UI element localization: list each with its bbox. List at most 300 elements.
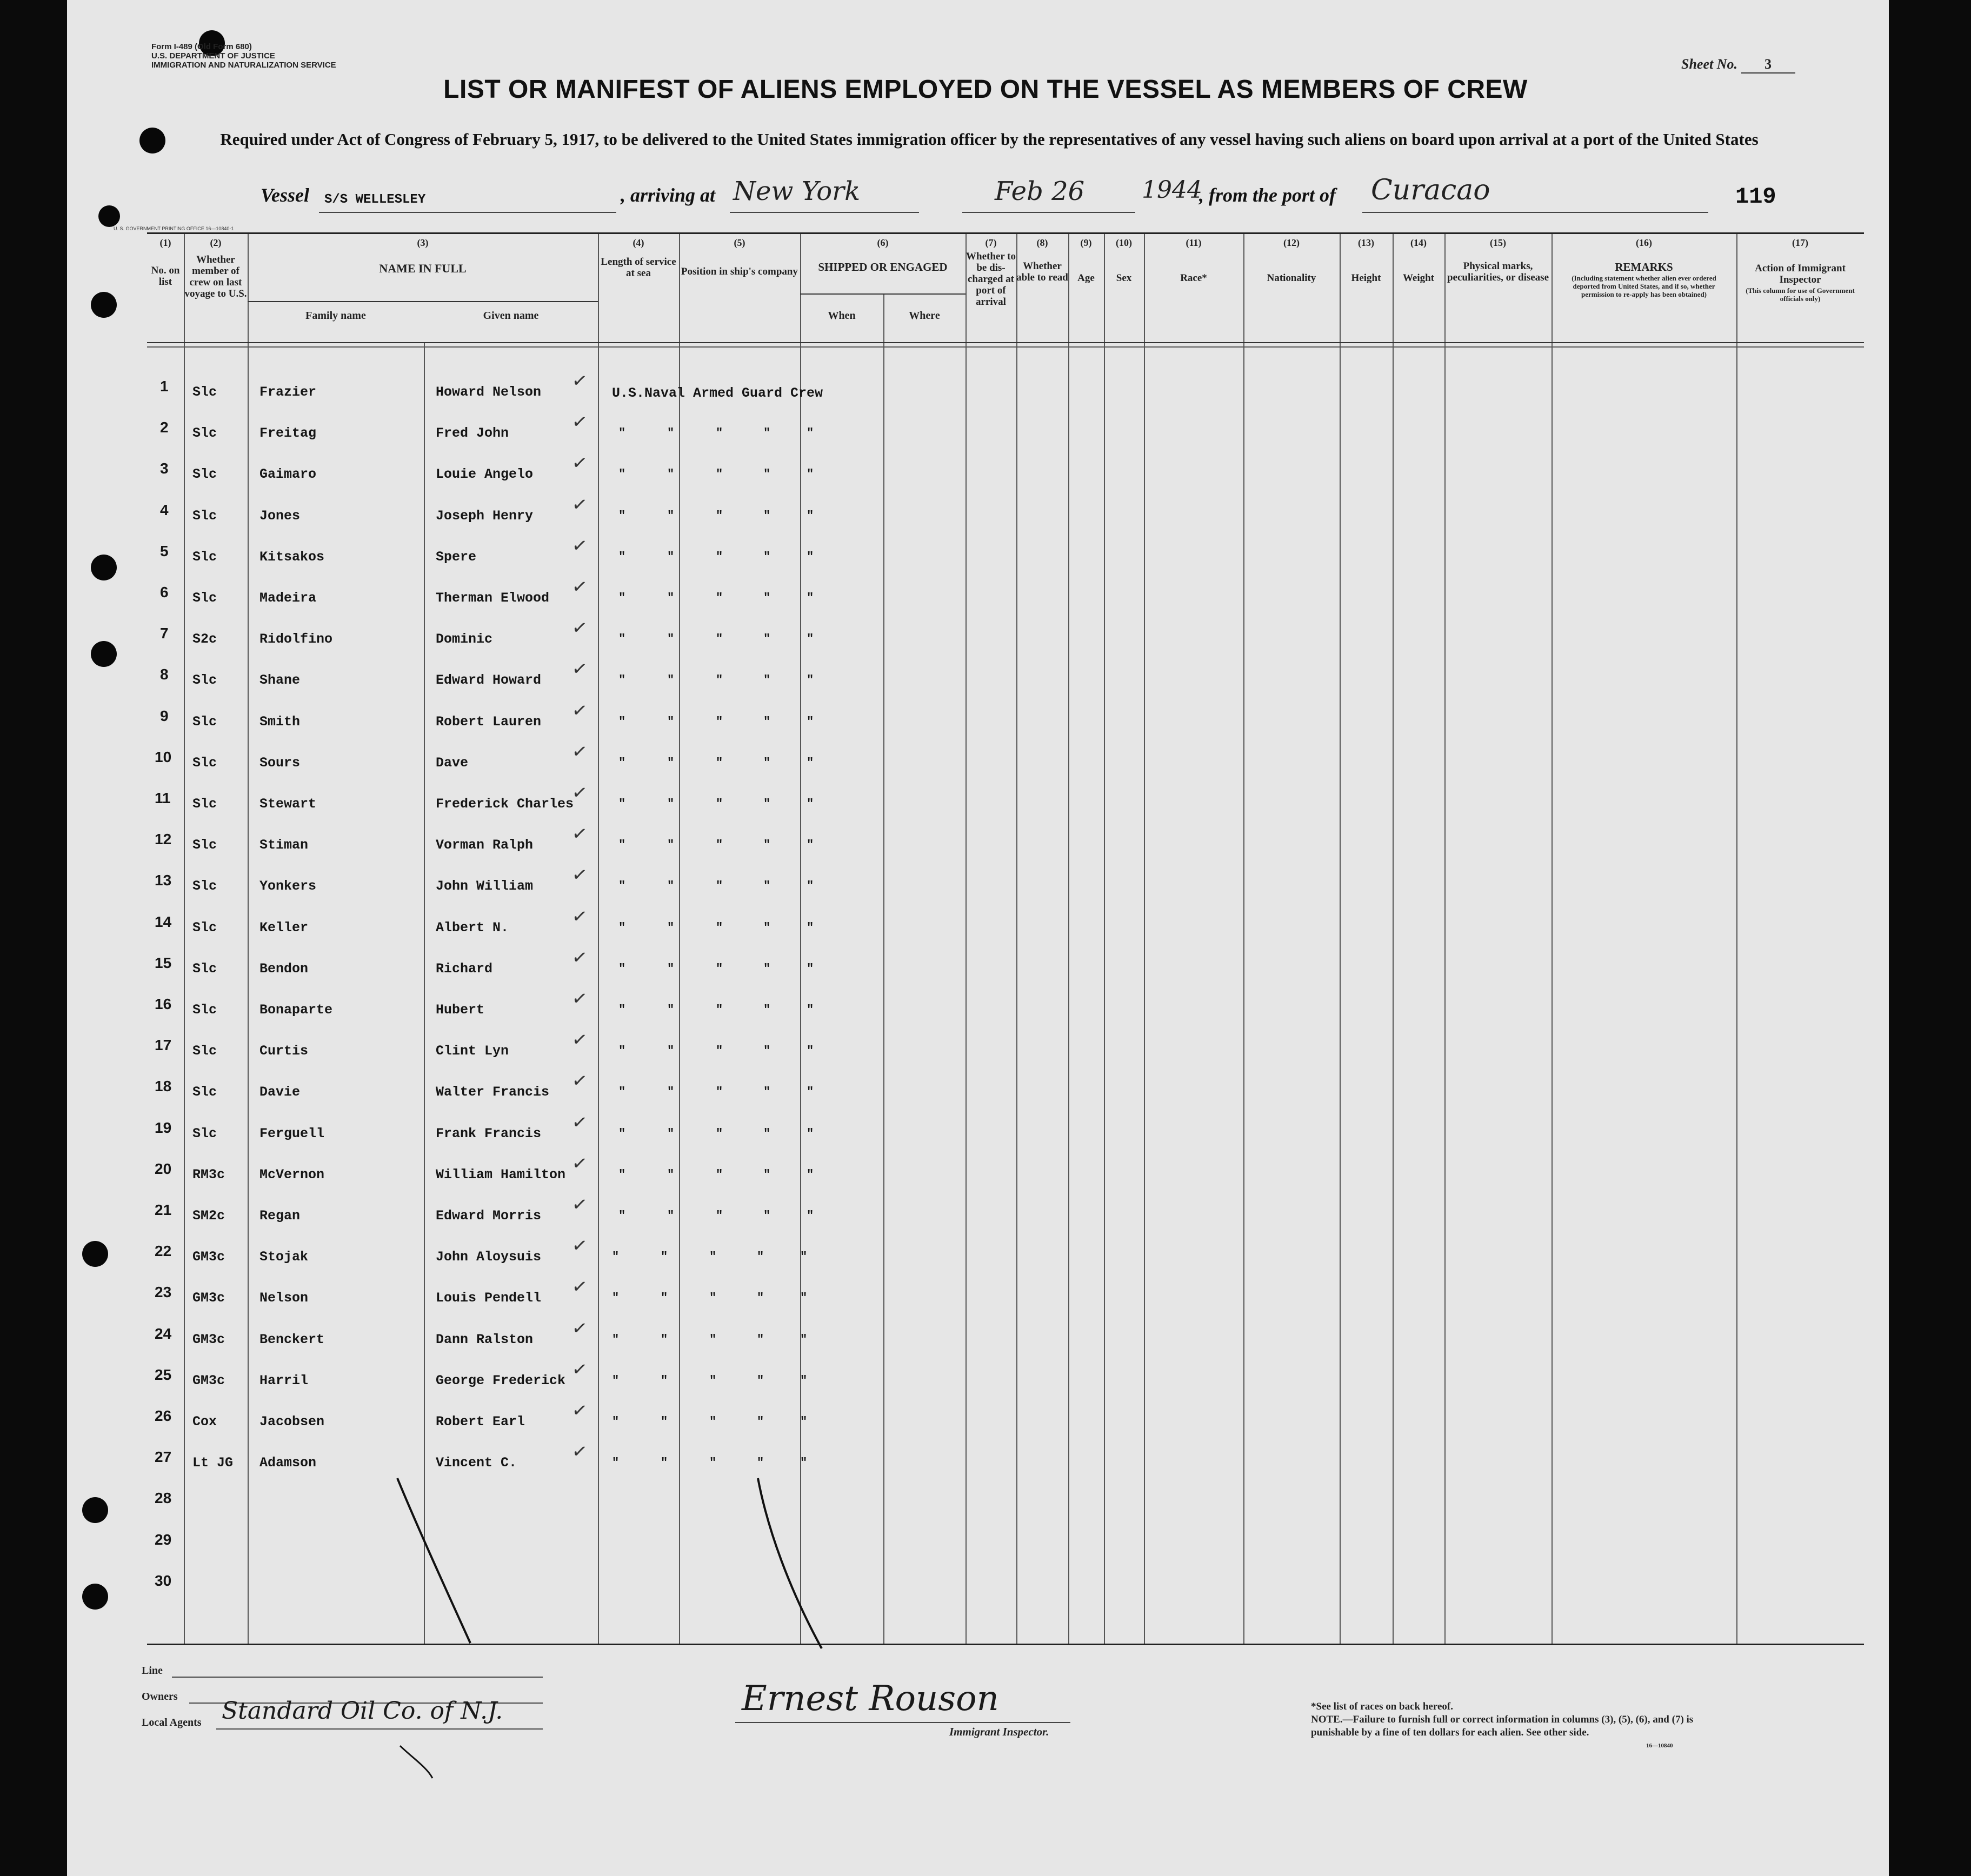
given-name: Therman Elwood [436,590,550,606]
check-mark: ✓ [570,1193,589,1217]
ditto-mark: " [667,920,675,934]
ditto-mark: " [709,1456,717,1470]
check-mark: ✓ [570,492,589,517]
vessel-value: S/S WELLESLEY [324,192,426,207]
given-name: Dominic [436,631,493,647]
family-name: Nelson [259,1290,309,1306]
family-name: McVernon [259,1166,325,1183]
family-name: Yonkers [259,878,317,894]
given-name: Edward Morris [436,1208,542,1224]
form-number: Form I-489 (Old Form 680) [151,42,252,51]
row-number: 22 [155,1243,172,1260]
given-name: Louie Angelo [436,466,534,483]
ditto-mark: " [667,632,675,646]
printing-note: U. S. GOVERNMENT PRINTING OFFICE 16—10840-1 [114,226,234,231]
row-number: 26 [155,1407,172,1424]
row-number: 30 [155,1572,172,1589]
given-name: John Aloysuis [436,1249,542,1265]
ditto-mark: " [716,838,723,852]
given-name: Robert Lauren [436,713,542,730]
ditto-mark: " [716,468,723,482]
check-mark: ✓ [570,451,589,476]
check-mark: ✓ [570,781,589,805]
agents-label: Local Agents [142,1717,202,1728]
ditto-mark: " [612,1373,620,1387]
ditto-mark: " [618,756,626,770]
row-number: 28 [155,1490,172,1507]
crew-rating: Slc [192,1043,217,1059]
given-name: Clint Lyn [436,1043,509,1059]
races-note: *See list of races on back hereof. [1311,1701,1453,1712]
crew-rating: Slc [192,755,217,771]
family-name: Curtis [259,1043,309,1059]
family-name: Madeira [259,590,317,606]
row-number: 1 [160,378,169,395]
ditto-mark: " [807,797,814,811]
ditto-mark: " [807,509,814,523]
arriving-value: New York [733,176,861,206]
family-name: Frazier [259,384,317,400]
ditto-mark: " [763,797,771,811]
ditto-mark: " [807,920,814,934]
row-number: 3 [160,460,169,477]
ditto-mark: " [618,426,626,440]
given-name: Vincent C. [436,1455,517,1471]
ditto-mark: " [618,468,626,482]
ditto-mark: " [807,1085,814,1099]
check-mark: ✓ [570,575,589,599]
ditto-mark: " [716,962,723,976]
ditto-mark: " [807,632,814,646]
form-code: 16—10840 [1646,1743,1673,1749]
stamp-number: 119 [1735,184,1776,210]
ditto-mark: " [807,673,814,687]
ditto-mark: " [800,1291,808,1305]
given-name: Joseph Henry [436,508,534,524]
ditto-mark: " [763,1085,771,1099]
ditto-mark: " [757,1291,764,1305]
row-number: 12 [155,831,172,848]
family-name: Adamson [259,1455,317,1471]
family-name: Gaimaro [259,466,317,483]
row-number: 24 [155,1325,172,1342]
ditto-mark: " [667,550,675,564]
ditto-mark: " [800,1415,808,1428]
col-header-3: (3) NAME IN FULL [379,237,467,275]
family-name: Regan [259,1208,301,1224]
crew-rating: Slc [192,590,217,606]
ditto-mark: " [618,1209,626,1223]
ditto-mark: " [763,962,771,976]
crew-rating: Slc [192,960,217,977]
given-name: Albert N. [436,919,509,936]
row-number: 10 [155,748,172,765]
crew-rating: Slc [192,878,217,894]
page-title: LIST OR MANIFEST OF ALIENS EMPLOYED ON THE VESSEL AS MEMBERS OF CREW [443,75,1528,104]
ditto-mark: " [763,426,771,440]
crew-rating: RM3c [192,1166,225,1183]
row-number: 16 [155,996,172,1012]
col-header-11: (11) Race* [1180,237,1207,284]
check-mark: ✓ [570,1069,589,1093]
check-mark: ✓ [570,1234,589,1258]
ditto-mark: " [667,756,675,770]
family-name: Benckert [259,1331,325,1347]
ditto-mark: " [716,426,723,440]
given-name: George Frederick [436,1372,566,1388]
crew-rating: S2c [192,631,217,647]
ditto-mark: " [661,1415,668,1428]
ditto-mark: " [618,1126,626,1140]
ditto-mark: " [618,797,626,811]
ditto-mark: " [757,1332,764,1346]
family-name: Sours [259,755,301,771]
ditto-mark: " [667,1167,675,1181]
given-name: Vorman Ralph [436,837,534,853]
ditto-mark: " [709,1332,717,1346]
crew-rating: Cox [192,1414,217,1430]
ditto-mark: " [716,756,723,770]
family-name: Shane [259,672,301,689]
ditto-mark: " [807,1003,814,1017]
row-number: 20 [155,1160,172,1177]
given-name: Robert Earl [436,1414,525,1430]
ditto-mark: " [763,632,771,646]
ditto-mark: " [757,1250,764,1264]
check-mark: ✓ [570,740,589,764]
check-mark: ✓ [570,1110,589,1134]
agents-value: Standard Oil Co. of N.J. [222,1697,503,1725]
family-name: Stiman [259,837,309,853]
crew-rating: Slc [192,1084,217,1100]
ditto-mark: " [807,838,814,852]
crew-rating: Slc [192,466,217,483]
check-mark: ✓ [570,987,589,1011]
ditto-mark: " [807,1167,814,1181]
ditto-mark: " [716,879,723,893]
given-name: Edward Howard [436,672,542,689]
given-name: Frank Francis [436,1125,542,1141]
row-number: 21 [155,1201,172,1218]
ditto-mark: " [807,426,814,440]
row-number: 18 [155,1078,172,1095]
check-mark: ✓ [570,1399,589,1423]
ditto-mark: " [667,1003,675,1017]
ditto-mark: " [667,468,675,482]
ditto-mark: " [716,509,723,523]
row-number: 29 [155,1531,172,1548]
ditto-mark: " [612,1250,620,1264]
row-number: 7 [160,625,169,642]
col-header-14: (14) Weight [1402,237,1435,284]
ditto-mark: " [763,468,771,482]
row-number: 17 [155,1037,172,1054]
check-mark: ✓ [570,698,589,723]
col-header-6: (6) SHIPPED OR ENGAGED [818,237,948,273]
family-name: Ridolfino [259,631,333,647]
check-mark: ✓ [570,1275,589,1299]
ditto-mark: " [800,1250,808,1264]
page-subtitle: Required under Act of Congress of February 5, 1917, to be delivered to the United States immigration officer by the representatives of any vessel having such aliens on board upon arrival at a port of the United States [220,130,1759,149]
ditto-mark: " [716,1209,723,1223]
given-name: John William [436,878,534,894]
family-name: Stewart [259,796,317,812]
row-number: 25 [155,1366,172,1383]
ditto-mark: " [667,1209,675,1223]
ditto-mark: " [716,1126,723,1140]
crew-rating: GM3c [192,1331,225,1347]
given-name: William Hamilton [436,1166,566,1183]
ditto-mark: " [618,1044,626,1058]
ditto-mark: " [800,1332,808,1346]
ditto-mark: " [807,550,814,564]
crew-rating: GM3c [192,1290,225,1306]
ditto-mark: " [763,879,771,893]
crew-rating: Slc [192,837,217,853]
ditto-mark: " [763,756,771,770]
col-header-1: (1) No. on list [151,237,180,288]
given-name: Dave [436,755,469,771]
ditto-mark: " [667,962,675,976]
row-number: 11 [155,790,171,806]
ditto-mark: " [612,1456,620,1470]
sheet-label: Sheet No. [1681,56,1737,72]
ditto-mark: " [667,509,675,523]
ditto-mark: " [716,920,723,934]
date-value: Feb 26 [995,176,1085,206]
ditto-mark: " [618,509,626,523]
ditto-mark: " [667,673,675,687]
service-name: IMMIGRATION AND NATURALIZATION SERVICE [151,61,336,70]
ditto-mark: " [618,550,626,564]
family-name: Bendon [259,960,309,977]
ditto-mark: " [618,838,626,852]
given-name-header: Given name [483,310,539,322]
from-label: , from the port of [1199,184,1336,206]
crew-rating: Slc [192,508,217,524]
col-header-10: (10) Sex [1116,237,1132,284]
ditto-mark: " [763,1003,771,1017]
ditto-mark: " [763,673,771,687]
ditto-mark: " [667,1085,675,1099]
ditto-mark: " [618,1003,626,1017]
ditto-mark: " [661,1291,668,1305]
ditto-mark: " [618,879,626,893]
col-header-5: (5) Position in ship's company [681,237,798,277]
given-name: Walter Francis [436,1084,550,1100]
ditto-mark: " [763,920,771,934]
crew-rating: Slc [192,672,217,689]
ditto-mark: " [763,550,771,564]
crew-rating: Slc [192,919,217,936]
ditto-mark: " [618,962,626,976]
ditto-mark: " [757,1456,764,1470]
inspector-label: Immigrant Inspector. [949,1725,1049,1738]
family-name: Ferguell [259,1125,325,1141]
row-number: 15 [155,954,172,971]
crew-rating: SM2c [192,1208,225,1224]
col-header-9: (9) Age [1077,237,1095,284]
vessel-label: Vessel [261,184,309,206]
inspector-signature: Ernest Rouson [742,1679,999,1719]
crew-rating: Slc [192,425,217,442]
family-name: Keller [259,919,309,936]
family-name: Stojak [259,1249,309,1265]
row-number: 9 [160,707,169,724]
ditto-mark: " [807,1209,814,1223]
ditto-mark: " [807,715,814,729]
crew-rating: Slc [192,1002,217,1018]
ditto-mark: " [763,591,771,605]
check-mark: ✓ [570,1152,589,1176]
given-name: Louis Pendell [436,1290,542,1306]
family-name: Davie [259,1084,301,1100]
ditto-mark: " [709,1250,717,1264]
sheet-value: 3 [1741,56,1795,74]
check-mark: ✓ [570,1316,589,1340]
ditto-mark: " [807,756,814,770]
ditto-mark: " [661,1373,668,1387]
col-header-17: (17) Action of Immigrant Inspector (This column for use of Government officials only) [1746,237,1855,303]
family-name: Harril [259,1372,309,1388]
row-number: 8 [160,666,169,683]
given-name: Fred John [436,425,509,442]
ditto-mark: " [807,1126,814,1140]
failure-note: NOTE.—Failure to furnish full or correct information in columns (3), (5), (6), and (7) is punishable by a fine of ten dollars for each alien. See other side. [1311,1714,1694,1738]
check-mark: ✓ [570,1440,589,1464]
from-value: Curacao [1371,174,1490,206]
col-header-4: (4) Length of service at sea [601,237,676,279]
ditto-mark: " [618,920,626,934]
owners-label: Owners [142,1691,178,1703]
given-name: Frederick Charles [436,796,574,812]
col-header-13: (13) Height [1351,237,1381,284]
row-number: 14 [155,913,172,930]
ditto-mark: " [667,797,675,811]
ditto-mark: " [763,838,771,852]
check-mark: ✓ [570,369,589,393]
given-name: Howard Nelson [436,384,542,400]
check-mark: ✓ [570,534,589,558]
ditto-mark: " [618,673,626,687]
row-number: 2 [160,419,169,436]
given-name: Hubert [436,1002,485,1018]
row-number: 19 [155,1119,172,1136]
check-mark: ✓ [570,863,589,887]
ditto-mark: " [716,1044,723,1058]
ditto-mark: " [716,1167,723,1181]
ditto-mark: " [763,1167,771,1181]
family-name: Jacobsen [259,1414,325,1430]
line-label: Line [142,1665,163,1677]
check-mark: ✓ [570,657,589,682]
family-name: Kitsakos [259,549,325,565]
ditto-mark: " [716,591,723,605]
ditto-mark: " [661,1250,668,1264]
when-header: When [828,310,856,322]
ditto-mark: " [667,838,675,852]
row-number: 13 [155,872,172,889]
department-name: U.S. DEPARTMENT OF JUSTICE [151,51,275,61]
ditto-mark: " [709,1373,717,1387]
crew-rating: Lt JG [192,1455,234,1471]
check-mark: ✓ [570,410,589,434]
ditto-mark: " [618,632,626,646]
row-number: 23 [155,1284,172,1301]
ditto-mark: " [667,426,675,440]
ditto-mark: " [618,591,626,605]
given-name: Dann Ralston [436,1331,534,1347]
ditto-mark: " [667,715,675,729]
ditto-mark: " [709,1415,717,1428]
family-name: Bonaparte [259,1002,333,1018]
ditto-mark: " [716,797,723,811]
crew-rating: Slc [192,384,217,400]
ditto-mark: " [667,1044,675,1058]
row-number: 4 [160,501,169,518]
col-header-7: (7) Whether to be dis-charged at port of arrival [966,237,1016,308]
ditto-mark: " [612,1291,620,1305]
ditto-mark: " [661,1332,668,1346]
col-header-8: (8) Whether able to read [1016,237,1068,283]
family-name-header: Family name [305,310,366,322]
family-name: Smith [259,713,301,730]
given-name: Richard [436,960,493,977]
ditto-mark: " [716,1085,723,1099]
ditto-mark: " [757,1373,764,1387]
crew-rating: Slc [192,796,217,812]
ditto-mark: " [618,715,626,729]
ditto-mark: " [618,1167,626,1181]
ditto-mark: " [800,1373,808,1387]
col-header-12: (12) Nationality [1267,237,1316,284]
ditto-mark: " [612,1415,620,1428]
ditto-mark: " [709,1291,717,1305]
ditto-mark: " [667,879,675,893]
ditto-mark: " [807,468,814,482]
col-header-2: (2) Whether member of crew on last voyage to U.S. [184,237,247,299]
service-text: U.S.Naval Armed Guard Crew [612,385,823,401]
crew-rating: Slc [192,549,217,565]
check-mark: ✓ [570,1028,589,1052]
ditto-mark: " [800,1456,808,1470]
col-header-16: (16) REMARKS (Including statement whether alien ever ordered deported from United States, and if so, whether permission to re-apply has been obtained) [1572,237,1716,298]
ditto-mark: " [763,1126,771,1140]
ditto-mark: " [716,1003,723,1017]
family-name: Jones [259,508,301,524]
ditto-mark: " [807,879,814,893]
check-mark: ✓ [570,946,589,970]
crew-rating: GM3c [192,1249,225,1265]
family-name: Freitag [259,425,317,442]
ditto-mark: " [763,1044,771,1058]
ditto-mark: " [612,1332,620,1346]
check-mark: ✓ [570,822,589,846]
ditto-mark: " [716,550,723,564]
crew-rating: Slc [192,1125,217,1141]
row-number: 27 [155,1448,172,1466]
row-number: 6 [160,584,169,600]
ditto-mark: " [716,632,723,646]
ditto-mark: " [757,1415,764,1428]
ditto-mark: " [716,715,723,729]
ditto-mark: " [807,1044,814,1058]
ditto-mark: " [807,591,814,605]
ditto-mark: " [763,715,771,729]
check-mark: ✓ [570,1358,589,1381]
ditto-mark: " [618,1085,626,1099]
col-header-15: (15) Physical marks, peculiarities, or disease [1447,237,1549,283]
